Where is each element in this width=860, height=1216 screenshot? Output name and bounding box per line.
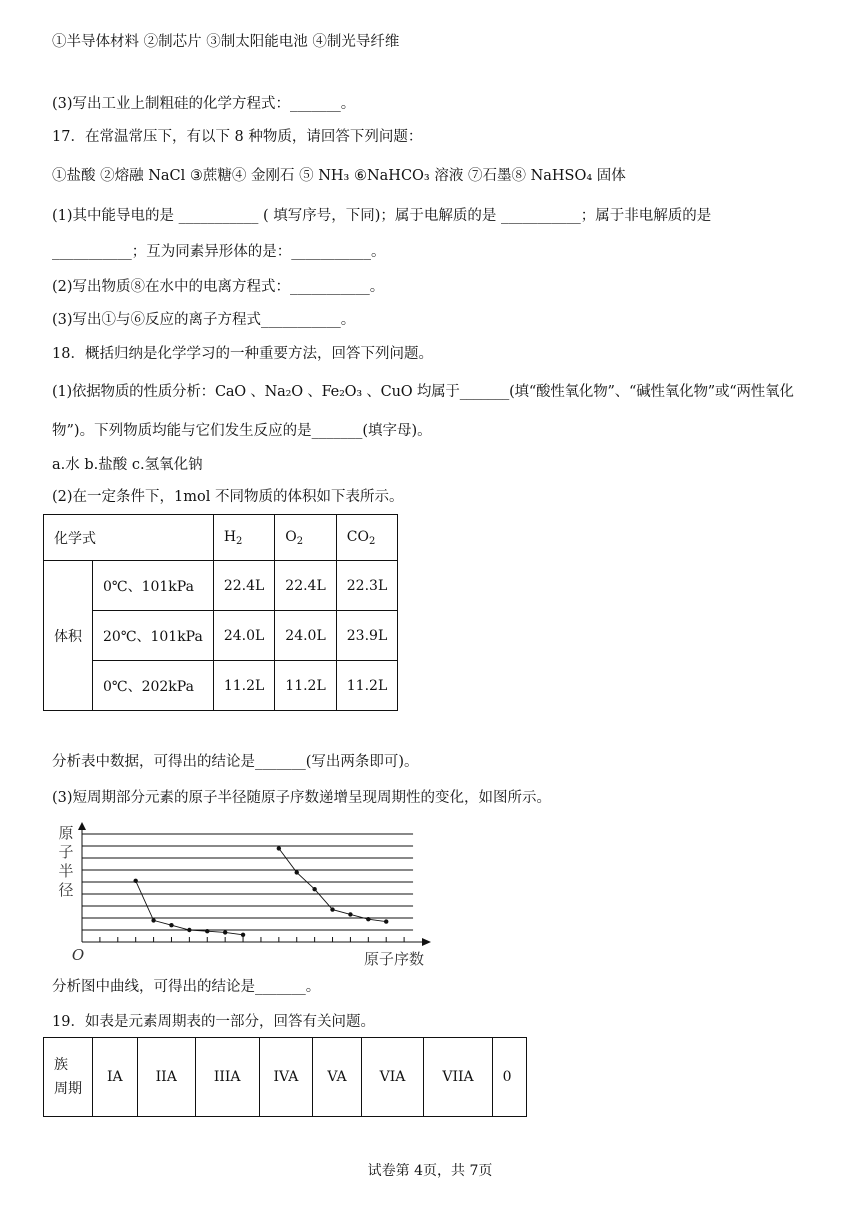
data-point xyxy=(241,933,245,937)
value-cell: 24.0L xyxy=(275,611,336,661)
data-point xyxy=(277,846,281,850)
volume-label: 体积 xyxy=(44,561,93,711)
value-cell: 22.4L xyxy=(275,561,336,611)
corner-period-label: 周期 xyxy=(54,1081,82,1097)
corner-group-label: 族 xyxy=(54,1057,68,1073)
y-axis-label-char: 径 xyxy=(58,881,74,899)
y-axis-label-char: 原 xyxy=(58,824,74,842)
group-cell: IVA xyxy=(259,1038,313,1117)
formula-header: 化学式 xyxy=(44,515,214,561)
group-cell: 0 xyxy=(492,1038,526,1117)
data-point xyxy=(169,923,173,927)
question-18-options: a.水 b.盐酸 c.氢氧化钠 xyxy=(52,457,203,473)
data-point xyxy=(295,870,299,874)
question-16-3: (3)写出工业上制粗硅的化学方程式：_______。 xyxy=(52,96,356,112)
o2-header: $O_2$ xyxy=(275,515,336,561)
y-axis-label-char: 子 xyxy=(58,843,74,861)
question-18-3-conclusion: 分析图中曲线，可得出的结论是_______。 xyxy=(52,979,321,995)
data-point xyxy=(384,919,388,923)
question-18-1: (1)依据物质的性质分析：CaO 、Na₂O 、Fe₂O₃ 、CuO 均属于_______(填“酸性氧化物”、“碱性氧化物”或“两性氧化 xyxy=(52,384,794,400)
question-18-1-cont: 物”)。下列物质均能与它们发生反应的是_______(填字母)。 xyxy=(52,423,432,439)
origin-label: O xyxy=(71,946,85,964)
value-cell: 22.3L xyxy=(336,561,397,611)
question-17-1: (1)其中能导电的是 ___________ ( 填写序号，下同)；属于电解质的是 ___________；属于非电解质的是 xyxy=(52,208,712,224)
volume-table xyxy=(43,514,398,711)
corner-cell xyxy=(44,1038,93,1117)
table-row xyxy=(44,661,398,711)
question-17-stem: 17．在常温常压下，有以下 8 种物质，请回答下列问题： xyxy=(52,129,423,145)
table-row xyxy=(44,561,398,611)
data-point xyxy=(133,879,137,883)
x-axis-arrow xyxy=(422,938,431,946)
data-point xyxy=(223,930,227,934)
data-point xyxy=(348,912,352,916)
value-cell: 23.9L xyxy=(336,611,397,661)
group-cell: IIA xyxy=(137,1038,195,1117)
x-axis-label: 原子序数 xyxy=(363,950,425,968)
question-17-2: (2)写出物质⑧在水中的电离方程式：___________。 xyxy=(52,279,385,295)
question-17-substances: ①盐酸 ②熔融 NaCl ③蔗糖④ 金刚石 ⑤ NH₃ ⑥NaHCO₃ 溶液 ⑦石墨⑧ NaHSO₄ 固体 xyxy=(52,168,626,184)
question-18-2: (2)在一定条件下，1mol 不同物质的体积如下表所示。 xyxy=(52,489,404,505)
condition-cell: 20℃、101kPa xyxy=(93,611,214,661)
table-row xyxy=(44,611,398,661)
value-cell: 22.4L xyxy=(213,561,274,611)
co2-header: $CO_2$ xyxy=(336,515,397,561)
value-cell: 11.2L xyxy=(275,661,336,711)
question-17-1-cont: ___________；互为同素异形体的是：___________。 xyxy=(52,244,386,260)
group-cell: IA xyxy=(93,1038,138,1117)
group-cell: VIIA xyxy=(424,1038,492,1117)
data-point xyxy=(151,918,155,922)
h2-header: $H_2$ xyxy=(213,515,274,561)
y-axis-label-char: 半 xyxy=(58,862,74,880)
data-point xyxy=(312,887,316,891)
question-19-stem: 19．如表是元素周期表的一部分，回答有关问题。 xyxy=(52,1014,375,1030)
periodic-table-header xyxy=(43,1037,527,1117)
value-cell: 11.2L xyxy=(336,661,397,711)
condition-cell: 0℃、101kPa xyxy=(93,561,214,611)
question-18-2-conclusion: 分析表中数据，可得出的结论是_______(写出两条即可)。 xyxy=(52,754,419,770)
atomic-radius-chart xyxy=(52,820,452,970)
data-point xyxy=(330,907,334,911)
question-18-stem: 18．概括归纳是化学学习的一种重要方法，回答下列问题。 xyxy=(52,346,433,362)
group-cell: IIIA xyxy=(195,1038,259,1117)
y-axis-arrow xyxy=(78,822,86,830)
chart-svg xyxy=(52,820,452,970)
question-17-3: (3)写出①与⑥反应的离子方程式___________。 xyxy=(52,312,356,328)
data-point xyxy=(187,928,191,932)
series-line xyxy=(136,881,243,935)
question-18-3: (3)短周期部分元素的原子半径随原子序数递增呈现周期性的变化，如图所示。 xyxy=(52,790,552,806)
data-point xyxy=(366,917,370,921)
value-cell: 24.0L xyxy=(213,611,274,661)
condition-cell: 0℃、202kPa xyxy=(93,661,214,711)
group-cell: VIA xyxy=(361,1038,424,1117)
page-footer: 试卷第 4页，共 7页 xyxy=(367,1163,493,1179)
text-line-options: ①半导体材料 ②制芯片 ③制太阳能电池 ④制光导纤维 xyxy=(52,34,400,50)
value-cell: 11.2L xyxy=(213,661,274,711)
group-cell: VA xyxy=(313,1038,361,1117)
data-point xyxy=(205,929,209,933)
